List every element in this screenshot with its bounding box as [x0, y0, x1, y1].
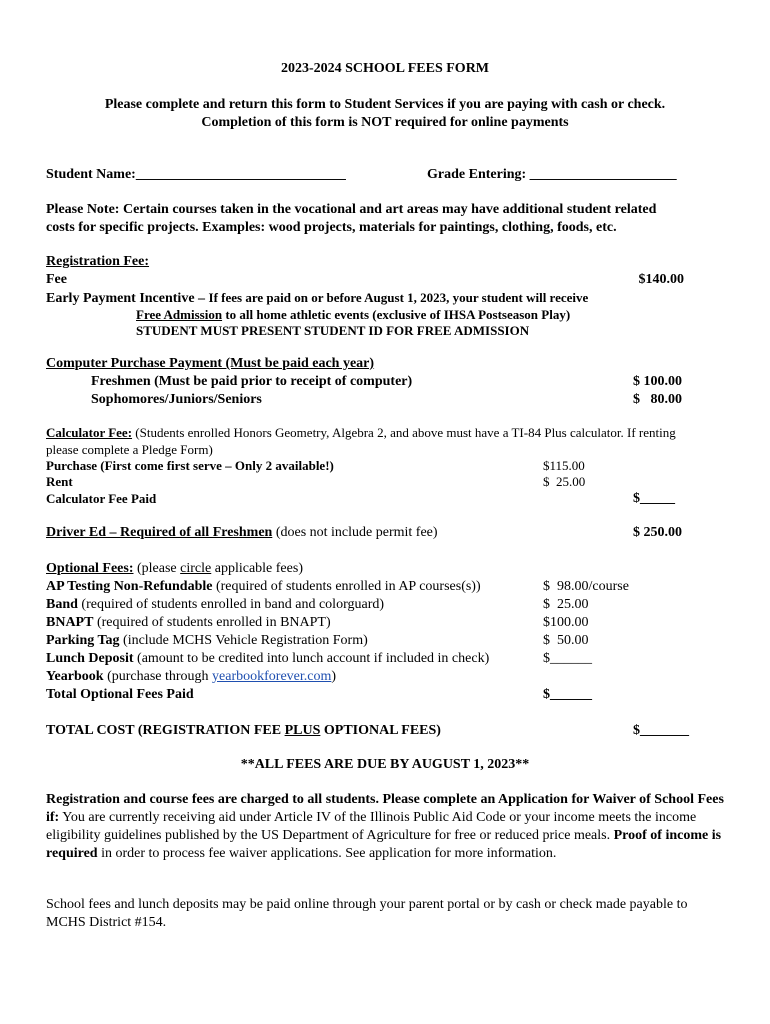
- optional-heading-line: [46, 560, 303, 577]
- lunch-deposit-blank[interactable]: $______: [543, 651, 592, 666]
- registration-heading: Registration Fee:: [46, 254, 150, 269]
- form-title: 2023-2024 SCHOOL FEES FORM: [280, 61, 490, 76]
- early-payment-incentive: [46, 289, 588, 307]
- grade-entering-blank[interactable]: _____________________: [529, 167, 677, 182]
- driver-ed-line: [46, 524, 438, 541]
- total-cost-pre: TOTAL COST (REGISTRATION FEE: [46, 723, 285, 738]
- student-name-field[interactable]: [46, 166, 346, 183]
- waiver-text-2: in order to process fee waiver applications. See application for more information.: [97, 846, 557, 861]
- grade-entering-field[interactable]: [427, 166, 677, 183]
- optional-item-desc: (required of students enrolled in AP courses(s)): [215, 579, 481, 594]
- grade-entering-label: Grade Entering:: [427, 167, 527, 182]
- optional-heading-post: applicable fees): [211, 561, 303, 576]
- driver-ed-label: Driver Ed – Required of all Freshmen: [46, 525, 273, 540]
- optional-item-parking[interactable]: [46, 632, 368, 649]
- instructions-line-1: Please complete and return this form to Student Services if you are paying with cash or check.: [104, 97, 666, 112]
- optional-item-desc: (required of students enrolled in band and colorguard): [81, 597, 385, 612]
- free-admission-term: Free Admission: [136, 307, 223, 322]
- driver-ed-note: (does not include permit fee): [275, 525, 438, 540]
- calculator-desc-1: (Students enrolled Honors Geometry, Algebra 2, and above must have a TI-84 Plus calculator. If renting: [135, 425, 676, 440]
- total-cost-plus: PLUS: [284, 723, 321, 738]
- optional-item-yearbook[interactable]: [46, 668, 336, 685]
- optional-item-desc: (required of students enrolled in BNAPT): [96, 615, 331, 630]
- student-name-label: Student Name:: [46, 167, 136, 182]
- student-id-notice: STUDENT MUST PRESENT STUDENT ID FOR FREE ADMISSION: [136, 323, 530, 338]
- computer-freshmen-amount: $ 100.00: [633, 374, 682, 389]
- driver-ed-amount: $ 250.00: [633, 525, 682, 540]
- calculator-purchase-label: Purchase (First come first serve – Only 2 available!): [46, 458, 334, 473]
- incentive-text: If fees are paid on or before August 1, 2023, your student will receive: [208, 290, 589, 305]
- computer-upper-label: Sophomores/Juniors/Seniors: [91, 392, 262, 407]
- optional-item-amount: $ 50.00: [543, 633, 589, 648]
- free-admission-rest: to all home athletic events (exclusive of IHSA Postseason Play): [225, 307, 571, 322]
- registration-fee-amount: $140.00: [638, 272, 684, 287]
- optional-heading-pre: (please: [137, 561, 181, 576]
- optional-item-desc: (amount to be credited into lunch account if included in check): [137, 651, 490, 666]
- computer-heading: Computer Purchase Payment (Must be paid each year): [46, 356, 375, 371]
- incentive-label: Early Payment Incentive –: [46, 291, 206, 306]
- waiver-paragraph: [46, 791, 726, 863]
- optional-item-name: BNAPT: [46, 615, 94, 630]
- optional-item-band[interactable]: [46, 596, 384, 613]
- computer-upper-amount: $ 80.00: [633, 392, 682, 407]
- optional-item-amount: $100.00: [543, 615, 589, 630]
- waiver-bold-1: Registration and course fees are charged to all students. Please complete an Application for Waiver of School Fees if:: [46, 792, 724, 825]
- yearbook-name: Yearbook: [46, 669, 104, 684]
- optional-item-ap[interactable]: [46, 578, 481, 595]
- waiver-bold-2: Proof of income is required: [46, 828, 722, 861]
- yearbook-link[interactable]: yearbookforever.com: [212, 669, 332, 684]
- total-cost-blank[interactable]: $_______: [633, 723, 689, 738]
- yearbook-post: ): [331, 669, 337, 684]
- calculator-rent-amount: $ 25.00: [543, 474, 586, 489]
- optional-item-desc: (include MCHS Vehicle Registration Form): [123, 633, 368, 648]
- note-line-2: costs for specific projects. Examples: wood projects, materials for paintings, clothing, foods, etc.: [46, 220, 617, 235]
- optional-item-lunch[interactable]: [46, 650, 489, 667]
- optional-item-name: Lunch Deposit: [46, 651, 134, 666]
- calculator-desc-2: please complete a Pledge Form): [46, 442, 213, 457]
- computer-freshmen-label: Freshmen (Must be paid prior to receipt of computer): [91, 374, 413, 389]
- total-cost-label: [46, 722, 441, 739]
- optional-item-name: Band: [46, 597, 78, 612]
- instructions-line-2: Completion of this form is NOT required for online payments: [201, 115, 569, 130]
- calculator-paid-label: Calculator Fee Paid: [46, 491, 157, 506]
- due-notice: **ALL FEES ARE DUE BY AUGUST 1, 2023**: [240, 757, 530, 772]
- calculator-heading: Calculator Fee:: [46, 425, 133, 440]
- calculator-rent-label: Rent: [46, 474, 73, 489]
- optional-item-bnapt[interactable]: [46, 614, 331, 631]
- registration-fee-label: Fee: [46, 272, 67, 287]
- calculator-paid-blank[interactable]: $_____: [633, 491, 675, 506]
- payment-note: School fees and lunch deposits may be paid online through your parent portal or by cash or check made payable to MCHS District #154.: [46, 897, 688, 930]
- total-optional-label: Total Optional Fees Paid: [46, 687, 194, 702]
- free-admission-line: [136, 306, 570, 323]
- calculator-line-1: [46, 424, 676, 441]
- optional-item-amount: $ 25.00: [543, 597, 589, 612]
- student-name-blank[interactable]: ______________________________: [135, 167, 346, 182]
- optional-heading: Optional Fees:: [46, 561, 134, 576]
- yearbook-pre: (purchase through: [107, 669, 213, 684]
- optional-item-amount: $ 98.00/course: [543, 579, 629, 594]
- note-line-1: Please Note: Certain courses taken in the vocational and art areas may have additional student related: [46, 202, 657, 217]
- optional-item-name: Parking Tag: [46, 633, 120, 648]
- optional-heading-circle: circle: [180, 561, 212, 576]
- calculator-purchase-amount: $115.00: [543, 458, 585, 473]
- total-optional-blank[interactable]: $______: [543, 687, 592, 702]
- total-cost-post: OPTIONAL FEES): [320, 723, 441, 738]
- waiver-text-1: You are currently receiving aid under Article IV of the Illinois Public Aid Code or your income meets the income eligibility guidelines published by the US Department of Agriculture for free or reduced price meals.: [46, 810, 697, 843]
- optional-item-name: AP Testing Non-Refundable: [46, 579, 213, 594]
